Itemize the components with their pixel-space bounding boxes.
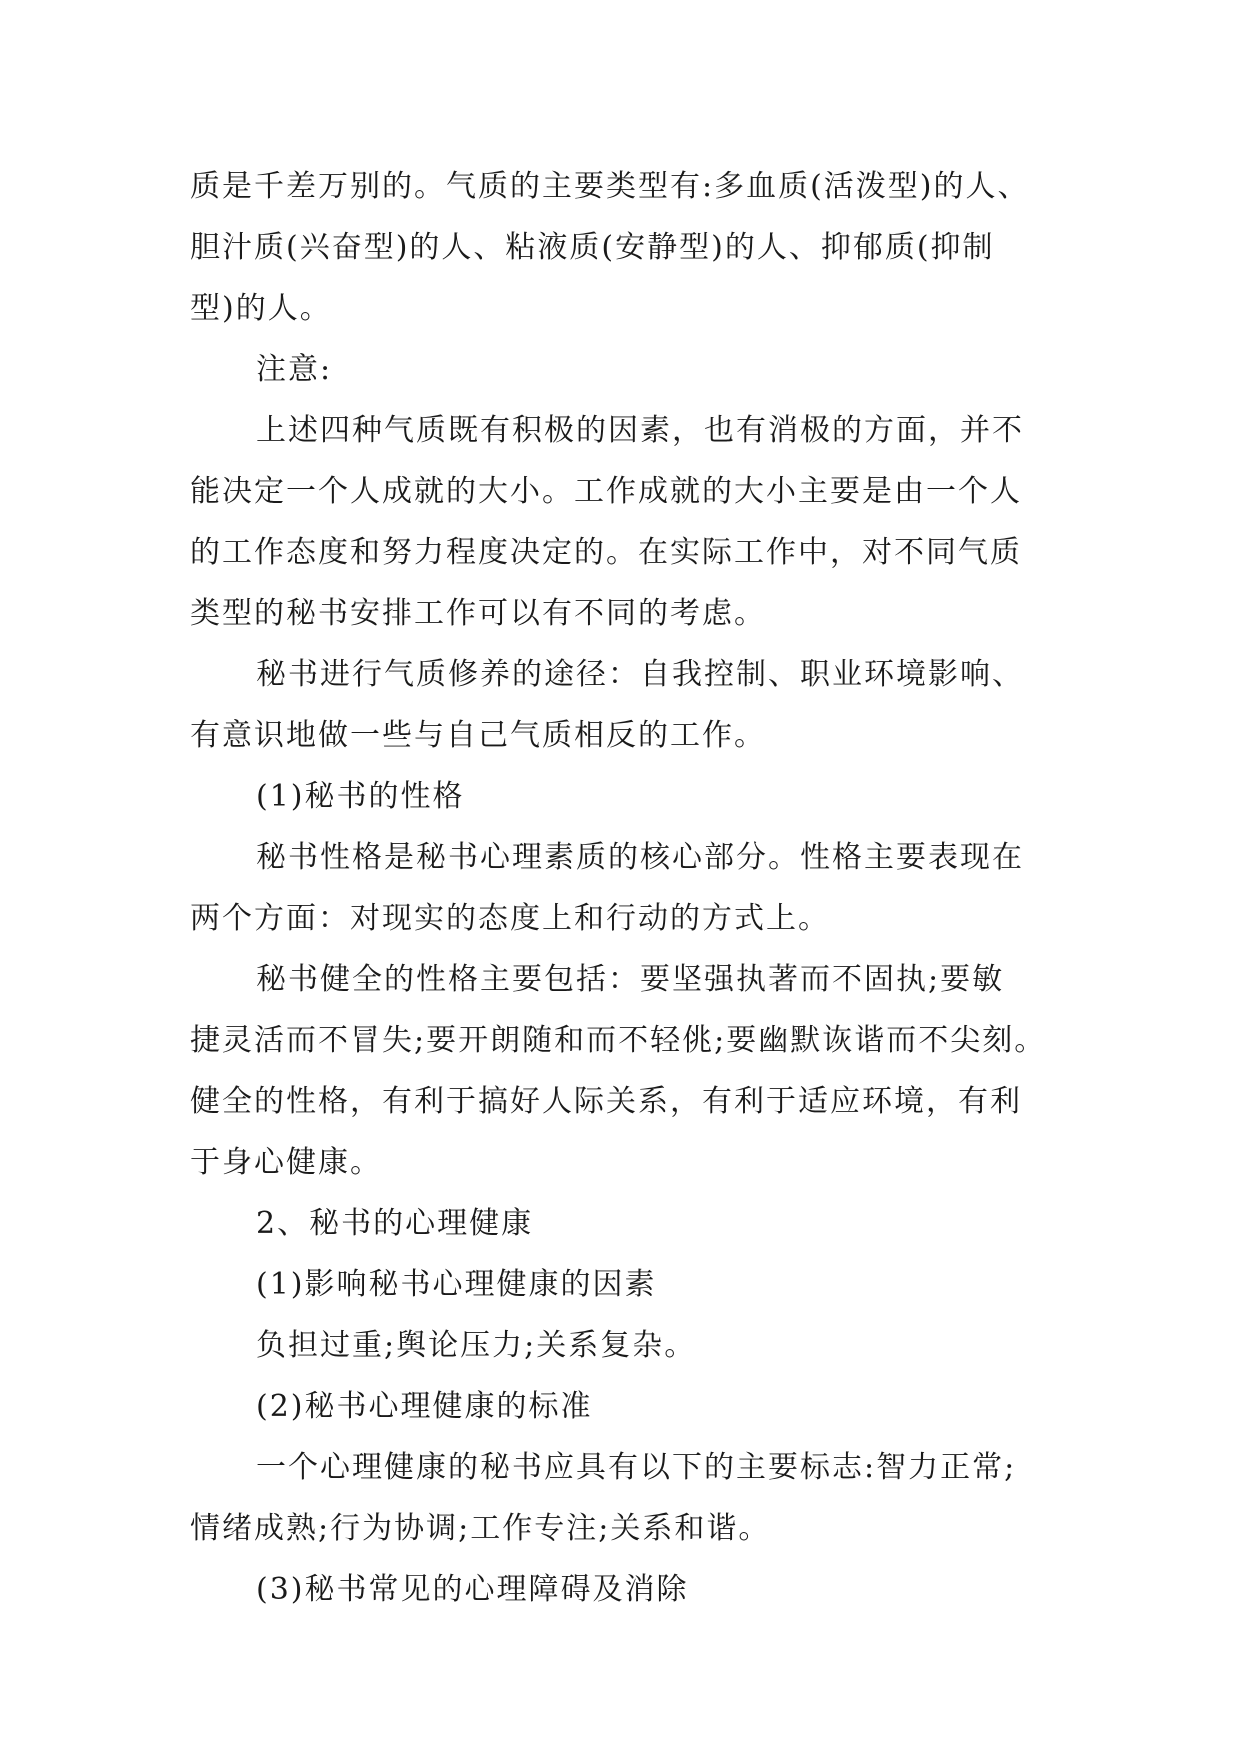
text-line: 秘书性格是秘书心理素质的核心部分。性格主要表现在 <box>256 840 1024 875</box>
text-line: 情绪成熟;行为协调;工作专注;关系和谐。 <box>190 1511 771 1546</box>
text-line: 捷灵活而不冒失;要开朗随和而不轻佻;要幽默诙谐而不尖刻。 <box>190 1023 1047 1058</box>
text-line: 的工作态度和努力程度决定的。在实际工作中，对不同气质 <box>190 535 1022 570</box>
text-line: 秘书健全的性格主要包括：要坚强执著而不固执;要敏 <box>256 962 1005 997</box>
text-line: 健全的性格，有利于搞好人际关系，有利于适应环境，有利 <box>190 1084 1022 1119</box>
text-line: (1)影响秘书心理健康的因素 <box>256 1267 657 1302</box>
document-body <box>190 156 1060 1620</box>
text-line: 负担过重;舆论压力;关系复杂。 <box>256 1328 697 1363</box>
text-line: 有意识地做一些与自己气质相反的工作。 <box>190 718 766 753</box>
text-line: 于身心健康。 <box>190 1145 382 1180</box>
text-line: (2)秘书心理健康的标准 <box>256 1389 593 1424</box>
text-line: 质是千差万别的。气质的主要类型有:多血质(活泼型)的人、 <box>190 169 1030 204</box>
text-line: 类型的秘书安排工作可以有不同的考虑。 <box>190 596 766 631</box>
text-line: 两个方面：对现实的态度上和行动的方式上。 <box>190 901 830 936</box>
text-line: 一个心理健康的秘书应具有以下的主要标志:智力正常; <box>256 1450 1017 1485</box>
text-line: 胆汁质(兴奋型)的人、粘液质(安静型)的人、抑郁质(抑制 <box>190 230 995 265</box>
text-line: 2、秘书的心理健康 <box>256 1206 534 1241</box>
text-line: (3)秘书常见的心理障碍及消除 <box>256 1572 689 1607</box>
text-line: 上述四种气质既有积极的因素，也有消极的方面，并不 <box>256 413 1024 448</box>
text-line: 秘书进行气质修养的途径：自我控制、职业环境影响、 <box>256 657 1024 692</box>
text-line: (1)秘书的性格 <box>256 779 465 814</box>
text-line: 型)的人。 <box>190 291 332 326</box>
text-line: 注意: <box>256 352 333 387</box>
text-line: 能决定一个人成就的大小。工作成就的大小主要是由一个人 <box>190 474 1022 509</box>
